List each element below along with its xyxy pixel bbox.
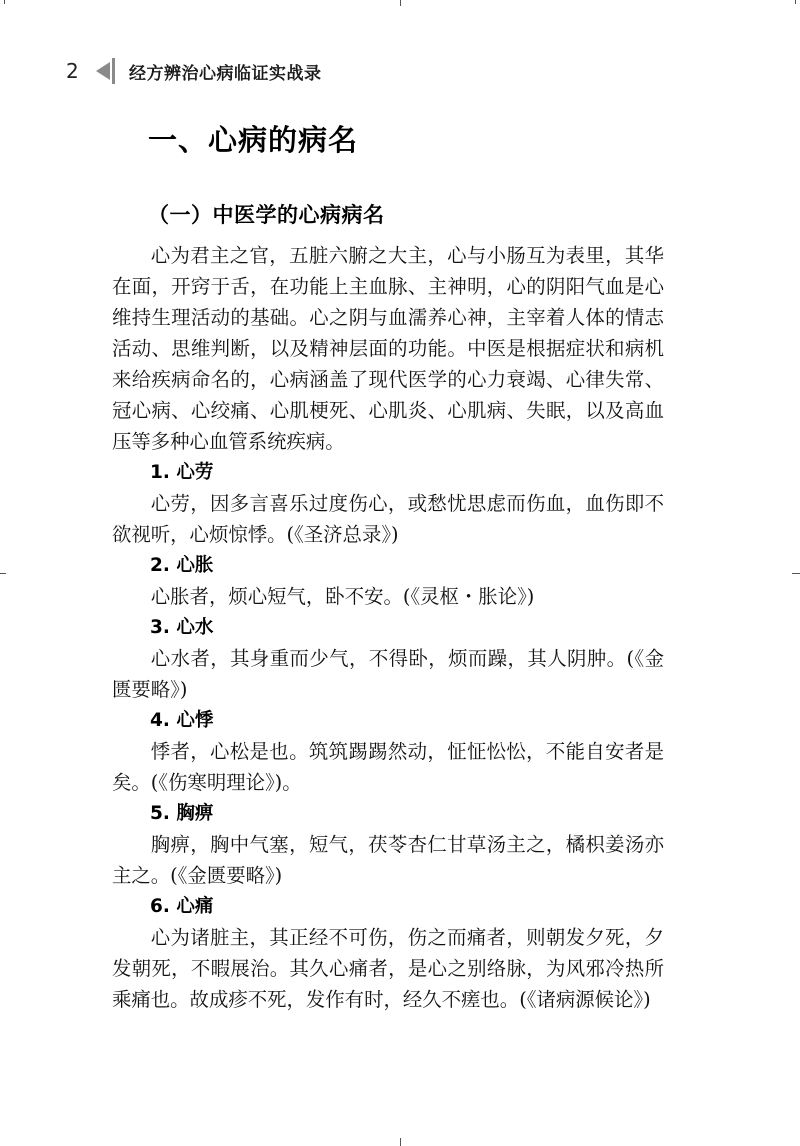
crop-mark-left	[0, 573, 6, 574]
text-line: 活动、思维判断，以及精神层面的功能。中医是根据症状和病机	[112, 337, 664, 360]
text-line: 主之。(《金匮要略》)	[112, 864, 283, 887]
entry-text-xinji	[112, 736, 664, 798]
crop-mark-right	[792, 573, 800, 574]
entry-heading-xiongbi: 5. 胸痹	[150, 803, 214, 824]
text-line: 欲视听，心烦惊悸。(《圣济总录》)	[112, 523, 399, 546]
entry-text-xinshui	[112, 643, 664, 705]
book-title: 经方辨治心病临证实战录	[129, 63, 322, 84]
text-line: 候论》)	[594, 988, 651, 1011]
text-line: 冠心病、心绞痛、心肌梗死、心肌炎、心肌病、失眠，以及高血	[112, 399, 664, 422]
text-line: 悸者，心松是也。筑筑踢踢然动，怔怔忪忪，不能自安者是	[150, 740, 664, 763]
crop-mark-top	[400, 0, 401, 6]
intro-paragraph	[112, 240, 664, 457]
text-line: 匮要略》)	[112, 678, 188, 701]
text-line: 心为君主之官，五脏六腑之大主，心与小肠互为表里，其华	[150, 244, 664, 267]
header-divider	[112, 58, 115, 84]
entry-heading-xinzhang: 2. 心胀	[150, 555, 214, 576]
crop-mark-top-right	[795, 0, 796, 4]
entry-text-xinzhang	[112, 581, 664, 612]
text-line: 在面，开窍于舌，在功能上主血脉、主神明，心的阴阳气血是心	[112, 275, 664, 298]
entry-text-xinlao	[112, 488, 664, 550]
chapter-heading: 一、心病的病名	[148, 123, 359, 157]
text-line: 心胀者，烦心短气，卧不安。(《灵枢・胀论》)	[150, 585, 535, 608]
text-line: 心水者，其身重而少气，不得卧，烦而躁，其人阴肿。(《金	[150, 647, 664, 670]
page-number: 2	[66, 59, 79, 83]
entry-heading-xinlao: 1. 心劳	[150, 462, 214, 483]
entry-heading-xintong: 6. 心痛	[150, 896, 214, 917]
entry-heading-xinji: 4. 心悸	[150, 710, 214, 731]
text-line: 胸痹，胸中气塞，短气，茯苓杏仁甘草汤主之，橘枳姜汤亦	[150, 833, 664, 856]
running-header	[66, 56, 322, 86]
triangle-left-icon	[96, 62, 110, 80]
text-line: 心劳，因多言喜乐过度伤心，或愁忧思虑而伤血，血伤即不	[150, 492, 664, 515]
text-line: 维持生理活动的基础。心之阴与血濡养心神，主宰着人体的情志	[112, 306, 664, 329]
entry-text-xiongbi	[112, 829, 664, 891]
text-line: 夕发朝死，不暇展治。其久心痛者，是心之别络脉，为风邪冷	[112, 926, 664, 980]
entry-text-xintong	[112, 922, 664, 1015]
text-line: 矣。(《伤寒明理论》)。	[112, 771, 302, 794]
section-heading: （一）中医学的心病病名	[148, 203, 385, 227]
text-line: 压等多种心血管系统疾病。	[112, 430, 345, 453]
text-line: 热所乘痛也。故成疹不死，发作有时，经久不瘥也。(《诸病源	[112, 957, 665, 1011]
crop-mark-top-left	[4, 0, 5, 4]
entry-heading-xinshui: 3. 心水	[150, 617, 214, 638]
text-line: 心为诸脏主，其正经不可伤，伤之而痛者，则朝发夕死，	[150, 926, 645, 949]
text-line: 来给疾病命名的，心病涵盖了现代医学的心力衰竭、心律失常、	[112, 368, 664, 391]
crop-mark-bottom	[400, 1138, 401, 1146]
body-content	[112, 240, 664, 1015]
